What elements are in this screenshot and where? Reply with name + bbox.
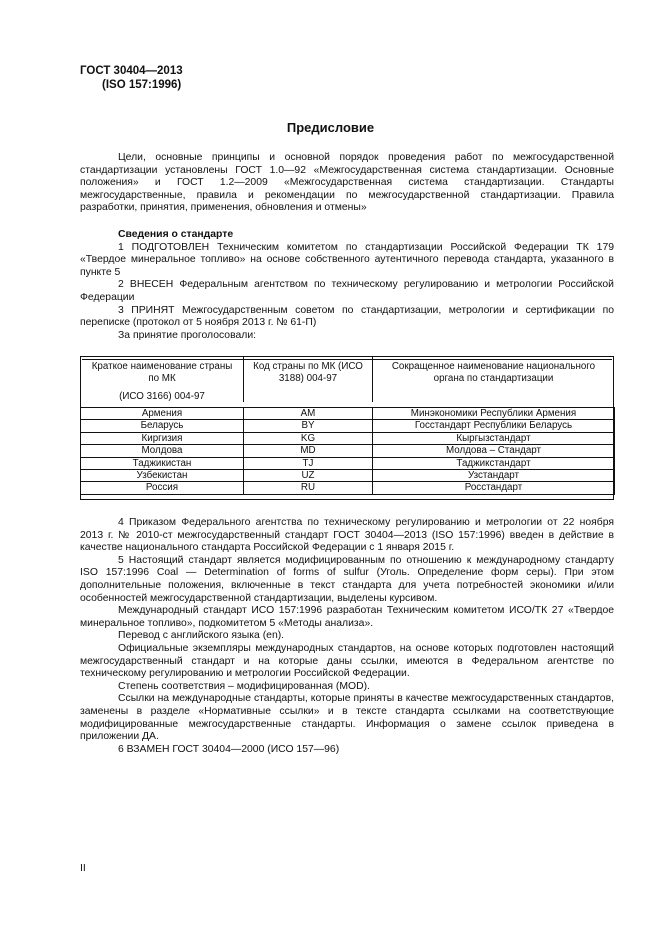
document-header	[80, 64, 183, 92]
translation-paragraph: Перевод с английского языка (en).	[118, 630, 285, 642]
intro-section	[80, 152, 614, 215]
item-5: 5 Настоящий стандарт является модифицированным по отношению к международному стандарту ISO 157:1996 Coal — Determination of forms of sulfur (Уголь. Определение форм серы). При этом дополнительные положения, включенные в текст стандарта для учета потребностей экономики и/или особенностей межгосударственной стандартизации, выделены курсивом.	[80, 554, 614, 604]
cell-country: Узбекистан	[81, 470, 244, 482]
cell-country: Таджикистан	[81, 457, 244, 469]
iso-code: (ISO 157:1996)	[102, 79, 182, 91]
standard-code: ГОСТ 30404—2013	[80, 65, 183, 77]
references-paragraph: Ссылки на международные стандарты, которые приняты в качестве межгосударственных стандартов, заменены в разделе «Нормативные ссылки» и в тексте стандарта ссылками на соответствующие модифицированные межгосударственные стандарты. Информация о замене ссылок приведена в приложении ДА.	[80, 693, 614, 743]
table-row	[81, 482, 615, 494]
cell-body: Узстандарт	[373, 470, 615, 482]
cell-body: Госстандарт Республики Беларусь	[373, 420, 615, 432]
col-country-title: Краткое наименование страны по МК	[91, 361, 233, 384]
table-row	[81, 432, 615, 444]
cell-body: Кыргызстандарт	[373, 432, 615, 444]
cell-body: Минэкономики Республики Армения	[373, 408, 615, 420]
table-header-divider-1	[243, 356, 244, 402]
cell-code: BY	[244, 420, 373, 432]
table-row	[81, 408, 615, 420]
col-country-subtitle: (ИСО 3166) 004-97	[119, 391, 205, 402]
page-number: II	[80, 862, 86, 874]
cell-country: Молдова	[81, 445, 244, 457]
cell-country: Армения	[81, 408, 244, 420]
info-heading	[80, 229, 614, 242]
table-body	[81, 408, 615, 495]
item-6: 6 ВЗАМЕН ГОСТ 30404—2000 (ИСО 157—96)	[118, 743, 340, 755]
cell-code: KG	[244, 432, 373, 444]
info-item-2: 2 ВНЕСЕН Федеральным агентством по техническому регулированию и метрологии Российской Федерации	[80, 279, 614, 303]
cell-code: TJ	[244, 457, 373, 469]
cell-code: RU	[244, 482, 373, 494]
table-row	[81, 420, 615, 432]
table-row	[81, 457, 615, 469]
cell-body: Росстандарт	[373, 482, 615, 494]
cell-code: AM	[244, 408, 373, 420]
table-top-rule	[82, 359, 612, 360]
col-body-header: Сокращенное наименование национального органа по стандартизации	[391, 361, 596, 384]
cell-country: Россия	[81, 482, 244, 494]
cell-code: UZ	[244, 470, 373, 482]
page-title: Предисловие	[286, 120, 375, 135]
info-item-1: 1 ПОДГОТОВЛЕН Техническим комитетом по стандартизации Российской Федерации ТК 179 «Твердое минеральное топливо» на основе собственного аутентичного перевода стандарта, указанного в пункте 5	[80, 241, 614, 278]
post-table-section	[80, 517, 614, 756]
table-row	[81, 445, 615, 457]
cell-body: Молдова – Стандарт	[373, 445, 615, 457]
conformity-paragraph: Степень соответствия – модифицированная (MOD).	[118, 680, 370, 692]
cell-country: Беларусь	[81, 420, 244, 432]
voting-table	[80, 356, 615, 495]
info-item-3: 3 ПРИНЯТ Межгосударственным советом по стандартизации, метрологии и сертификации по переписке (протокол от 5 ноября 2013 г. № 61-П)	[80, 304, 614, 329]
col-country-header	[81, 356, 244, 408]
intro-paragraph: Цели, основные принципы и основной порядок проведения работ по межгосударственной стандартизации установлены ГОСТ 1.0—92 «Межгосударственная система стандартизации. Основные положения» и ГОСТ 1.2—2009 «Межгосударственная система стандартизации. Стандарты межгосударственные, правила и рекомендации по межгосударственной стандартизации. Правила разработки, принятия, применения, обновления и отмены»	[80, 152, 614, 214]
cell-code: MD	[244, 445, 373, 457]
cell-country: Киргизия	[81, 432, 244, 444]
table-header-divider-2	[372, 356, 373, 402]
info-section	[80, 229, 614, 342]
iso-developer-paragraph: Международный стандарт ИСО 157:1996 разработан Техническим комитетом ИСО/ТК 27 «Твердое минеральное топливо», подкомитетом 5 «Методы анализа».	[80, 605, 614, 629]
item-4: 4 Приказом Федерального агентства по техническому регулированию и метрологии от 22 ноября 2013 г. № 2010-ст межгосударственный стандарт ГОСТ 30404—2013 (ISO 157:1996) введен в действие в качестве национального стандарта Российской Федерации с 1 января 2015 г.	[80, 517, 614, 554]
info-heading-text: Сведения о стандарте	[118, 229, 234, 240]
official-copies-paragraph: Официальные экземпляры международных стандартов, на основе которых подготовлен настоящий межгосударственный стандарт и на которые даны ссылки, имеются в Федеральном агентстве по техническому регулированию и метрологии Российской Федерации.	[80, 642, 614, 680]
cell-body: Таджикстандарт	[373, 457, 615, 469]
voted-label: За принятие проголосовали:	[118, 329, 257, 341]
col-code-header: Код страны по МК (ИСО 3188) 004-97	[253, 361, 363, 384]
table-row	[81, 470, 615, 482]
table-header-row	[81, 356, 615, 408]
